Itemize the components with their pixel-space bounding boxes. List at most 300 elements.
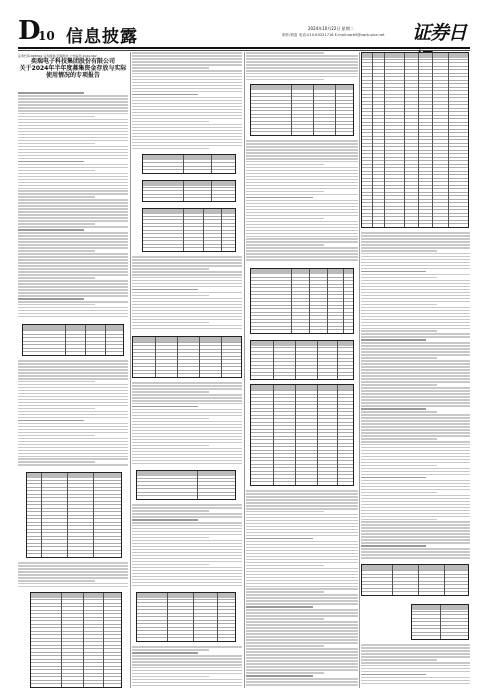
text-line [361, 468, 470, 470]
article-title-line: 使用情况的专项报告 [45, 72, 100, 80]
text-line [361, 247, 470, 249]
text-line [361, 659, 437, 661]
text-line [246, 155, 358, 157]
text-line [132, 148, 209, 150]
data-table [250, 268, 354, 334]
text-line [246, 645, 324, 647]
text-line [18, 408, 95, 410]
text-line [18, 384, 128, 386]
text-line [246, 547, 358, 549]
text-line [132, 94, 198, 96]
text-line [361, 357, 437, 359]
text-line [18, 167, 128, 169]
text-line [132, 313, 242, 315]
text-line [246, 583, 358, 585]
text-line [132, 543, 242, 545]
text-line [246, 247, 358, 249]
text-line [18, 173, 128, 175]
text-line [132, 685, 242, 687]
text-line [361, 489, 470, 491]
text-line [361, 366, 470, 368]
text-line [361, 557, 470, 559]
data-table [411, 604, 469, 640]
text-line [361, 298, 470, 300]
text-line [246, 67, 358, 69]
text-line [18, 289, 128, 291]
text-line [361, 665, 470, 667]
text-line [132, 286, 242, 288]
text-line [361, 405, 470, 407]
text-line [132, 301, 242, 303]
text-line [18, 158, 128, 160]
text-line [361, 241, 470, 243]
text-line [18, 113, 128, 115]
text-line [246, 648, 358, 650]
text-line [361, 551, 470, 553]
text-line [18, 107, 128, 109]
text-line [18, 226, 128, 228]
page-number: 10 [38, 29, 55, 43]
text-line [246, 493, 358, 495]
text-line [132, 433, 242, 435]
text-line [132, 145, 242, 147]
text-line [132, 564, 209, 566]
text-line [246, 244, 324, 246]
text-line [246, 654, 358, 656]
text-line [18, 253, 128, 255]
text-line [18, 414, 128, 416]
text-line [361, 656, 470, 658]
text-line [18, 426, 128, 428]
text-line [246, 571, 358, 573]
body-text [132, 382, 242, 466]
text-line [361, 325, 470, 327]
text-line [361, 420, 470, 422]
text-line [132, 109, 242, 111]
text-line [246, 197, 313, 199]
text-line [361, 360, 470, 362]
text-line [132, 436, 242, 438]
text-line [361, 378, 470, 380]
text-line [18, 417, 128, 419]
text-line [246, 233, 358, 235]
text-line [132, 307, 242, 309]
text-line [246, 562, 358, 564]
text-line [361, 414, 470, 416]
text-line [246, 508, 358, 510]
text-line [361, 295, 470, 297]
text-line [361, 668, 470, 670]
text-line [361, 471, 470, 473]
text-line [18, 283, 128, 285]
text-line [246, 568, 358, 570]
text-line [132, 265, 242, 267]
text-line [132, 268, 209, 270]
text-line [18, 164, 128, 166]
masthead [18, 18, 470, 46]
text-line [361, 539, 470, 541]
text-line [18, 182, 128, 184]
text-line [18, 122, 128, 124]
text-line [132, 537, 209, 539]
text-line [246, 182, 358, 184]
text-line [132, 136, 242, 138]
text-line [132, 328, 242, 330]
text-line [361, 390, 470, 392]
data-table [250, 384, 354, 486]
text-line [132, 55, 242, 57]
text-line [132, 552, 242, 554]
body-text [246, 52, 358, 82]
text-line [18, 223, 95, 225]
column-divider [244, 52, 245, 688]
text-line [18, 262, 128, 264]
text-line [18, 458, 128, 460]
text-line [18, 265, 128, 267]
column-divider [130, 52, 131, 688]
text-line [361, 330, 437, 332]
text-line [132, 409, 242, 411]
text-line [361, 456, 470, 458]
text-line [246, 79, 324, 81]
text-line [361, 548, 470, 550]
text-line [132, 540, 242, 542]
text-line [132, 516, 242, 518]
text-line [18, 95, 128, 97]
text-line [18, 399, 128, 401]
text-line [132, 325, 242, 327]
text-line [18, 155, 128, 157]
text-line [361, 393, 470, 395]
text-line [132, 106, 242, 108]
text-line [246, 256, 358, 258]
text-line [18, 250, 95, 252]
text-line [361, 504, 470, 506]
text-line [18, 211, 128, 213]
text-line [132, 292, 242, 294]
text-line [132, 430, 242, 432]
text-line [132, 427, 242, 429]
text-line [246, 73, 358, 75]
text-line [132, 112, 242, 114]
text-line [246, 550, 358, 552]
text-line [132, 310, 242, 312]
text-line [361, 510, 470, 512]
text-line [361, 339, 426, 341]
text-line [361, 369, 470, 371]
text-line [18, 199, 128, 201]
text-line [361, 495, 470, 497]
text-line [132, 256, 242, 258]
text-line [18, 128, 128, 130]
text-line [132, 382, 242, 384]
text-line [132, 124, 242, 126]
text-line [246, 636, 358, 638]
text-line [246, 185, 358, 187]
text-line [132, 421, 242, 423]
text-line [246, 241, 358, 243]
text-line [246, 642, 358, 644]
text-line [361, 336, 470, 338]
text-line [18, 375, 128, 377]
masthead-rule [18, 47, 470, 49]
text-line [246, 621, 358, 623]
text-line [246, 170, 358, 172]
text-line [246, 666, 358, 668]
text-line [18, 301, 128, 303]
text-line [132, 88, 242, 90]
text-line [18, 405, 128, 407]
text-line [18, 423, 128, 425]
text-line [132, 460, 242, 462]
text-line [246, 140, 358, 142]
text-line [246, 588, 358, 590]
body-text [18, 92, 128, 322]
text-line [246, 603, 358, 605]
text-line [361, 477, 426, 479]
text-line [246, 532, 358, 534]
text-line [132, 385, 242, 387]
text-line [132, 418, 209, 420]
text-line [18, 241, 128, 243]
text-line [18, 137, 128, 139]
text-line [132, 658, 242, 660]
text-line [246, 194, 358, 196]
text-line [18, 402, 128, 404]
text-line [132, 667, 242, 669]
text-line [246, 529, 358, 531]
text-line [246, 553, 358, 555]
text-line [18, 316, 128, 318]
text-line [18, 134, 128, 136]
data-table [136, 592, 236, 642]
text-line [246, 618, 324, 620]
text-line [132, 79, 242, 81]
text-line [361, 521, 470, 523]
text-line [18, 447, 128, 449]
text-line [361, 310, 470, 312]
text-line [246, 669, 358, 671]
text-line [132, 576, 242, 578]
text-line [361, 408, 426, 410]
text-line [361, 307, 470, 309]
text-line [132, 316, 242, 318]
text-line [361, 313, 470, 315]
data-table [26, 472, 122, 558]
text-line [361, 250, 437, 252]
text-line [132, 528, 242, 530]
text-line [18, 381, 95, 383]
text-line [132, 130, 242, 132]
text-line [18, 420, 84, 422]
text-line [246, 577, 358, 579]
text-line [132, 280, 242, 282]
text-line [361, 235, 470, 237]
text-line [246, 523, 358, 525]
text-line [18, 143, 95, 145]
text-line [246, 591, 324, 593]
text-line [18, 208, 128, 210]
text-line [18, 268, 128, 270]
text-line [246, 574, 358, 576]
text-line [246, 678, 358, 680]
text-line [246, 250, 358, 252]
text-line [246, 230, 358, 232]
data-table [132, 336, 242, 378]
text-line [18, 280, 128, 282]
body-text [132, 646, 242, 688]
text-line [132, 304, 242, 306]
text-line [18, 217, 128, 219]
text-line [132, 679, 242, 681]
text-line [246, 606, 313, 608]
text-line [132, 546, 242, 548]
editor-line: 制作/邢雷 电话:010-83251716 E-mail:zqrb9@zqrb.sina.net [282, 33, 385, 37]
text-line [361, 402, 470, 404]
text-line [18, 310, 128, 312]
text-line [361, 662, 470, 664]
text-line [132, 504, 242, 506]
text-line [18, 411, 128, 413]
text-line [132, 73, 242, 75]
text-line [132, 682, 242, 684]
text-line [132, 139, 242, 141]
text-line [361, 232, 470, 234]
text-line [361, 301, 470, 303]
text-line [361, 501, 470, 503]
text-line [246, 64, 358, 66]
text-line [361, 316, 470, 318]
text-line [246, 499, 358, 501]
text-line [361, 530, 470, 532]
text-line [18, 259, 128, 261]
text-line [18, 304, 95, 306]
text-line [246, 70, 358, 72]
text-line [18, 387, 128, 389]
text-line [361, 372, 470, 374]
text-line [18, 292, 128, 294]
text-line [132, 271, 242, 273]
text-line [132, 652, 198, 654]
text-line [18, 110, 128, 112]
text-line [361, 411, 437, 413]
text-line [361, 259, 470, 261]
text-line [246, 188, 358, 190]
text-line [361, 256, 470, 258]
text-line [361, 423, 470, 425]
text-line [361, 453, 470, 455]
text-line [361, 277, 437, 279]
text-line [132, 567, 242, 569]
text-line [132, 403, 242, 405]
text-line [361, 322, 470, 324]
text-line [132, 91, 242, 93]
text-line [18, 92, 84, 94]
text-line [18, 583, 128, 585]
data-table [361, 52, 469, 228]
data-table [22, 324, 124, 356]
text-line [132, 97, 242, 99]
text-line [361, 438, 437, 440]
text-line [18, 307, 128, 309]
text-line [132, 439, 242, 441]
data-table [142, 180, 236, 202]
text-line [132, 670, 242, 672]
text-line [246, 502, 358, 504]
text-line [246, 164, 324, 166]
text-line [246, 259, 358, 261]
text-line [132, 277, 242, 279]
text-line [132, 463, 242, 465]
text-line [361, 444, 470, 446]
text-line [132, 555, 242, 557]
article-title-line: 关于2024年半年度募集资金存放与实际 [19, 65, 127, 73]
text-line [246, 143, 358, 145]
text-line [18, 444, 128, 446]
text-line [361, 429, 470, 431]
text-line [361, 319, 470, 321]
text-line [18, 119, 128, 121]
text-line [132, 76, 242, 78]
text-line [361, 351, 470, 353]
text-line [132, 85, 242, 87]
dateline: 2024年10月22日 星期二 [308, 26, 354, 31]
text-line [246, 496, 358, 498]
text-line [361, 542, 470, 544]
text-line [246, 559, 358, 561]
text-line [361, 289, 470, 291]
text-line [246, 52, 324, 54]
data-table [142, 154, 236, 174]
data-table [250, 340, 354, 380]
text-line [132, 406, 198, 408]
text-line [361, 283, 470, 285]
text-line [361, 396, 470, 398]
article-code-line: 证券代码:688301 证券简称:奕瑞科技 公告编号:2024-062 [18, 54, 97, 58]
text-line [132, 585, 242, 587]
text-line [361, 545, 426, 547]
text-line [132, 133, 242, 135]
text-line [18, 363, 128, 365]
text-line [132, 558, 242, 560]
text-line [361, 498, 470, 500]
text-line [361, 486, 470, 488]
text-line [132, 58, 242, 60]
text-line [18, 461, 95, 463]
text-line [361, 375, 470, 377]
text-line [361, 647, 470, 649]
text-line [246, 541, 358, 543]
text-line [361, 244, 470, 246]
text-line [132, 61, 242, 63]
text-line [361, 304, 437, 306]
text-line [132, 549, 242, 551]
text-line [361, 426, 470, 428]
text-line [132, 319, 242, 321]
text-line [361, 274, 470, 276]
text-line [246, 684, 358, 686]
text-line [132, 274, 242, 276]
text-line [246, 660, 358, 662]
text-line [132, 415, 242, 417]
masthead-rule-thin [18, 50, 470, 51]
column-divider [359, 52, 360, 688]
text-line [18, 205, 128, 207]
text-line [246, 556, 358, 558]
text-line [18, 196, 95, 198]
text-line [18, 161, 84, 163]
text-line [361, 342, 470, 344]
